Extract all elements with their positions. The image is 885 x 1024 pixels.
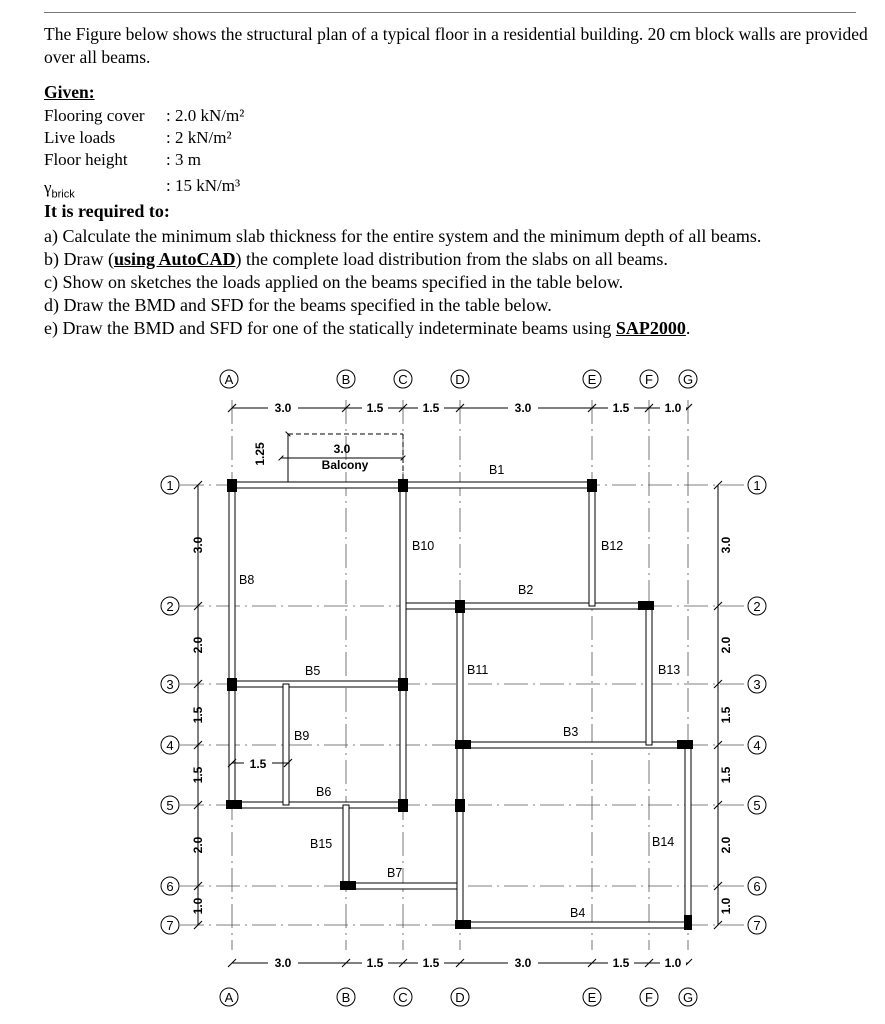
grid-label: D xyxy=(455,990,465,1005)
task-text: ) the complete load distribution from the slabs on all beams. xyxy=(235,249,668,269)
left-dim-67: 1.0 xyxy=(191,897,205,915)
beam-B13 xyxy=(646,606,652,745)
left-dim-45: 1.5 xyxy=(191,766,205,784)
grid-label: G xyxy=(682,990,694,1005)
given-label: Floor height xyxy=(44,150,128,169)
beam-B8 xyxy=(229,485,235,805)
beam-label-B10: B10 xyxy=(412,539,435,553)
left-dim-23: 2.0 xyxy=(191,636,205,654)
column xyxy=(455,600,465,613)
given-label: Flooring cover xyxy=(44,106,145,125)
beam-label-B6: B6 xyxy=(316,785,332,799)
given-value: : 3 m xyxy=(166,150,201,169)
beam-B2 xyxy=(403,603,649,609)
task-text: b) Draw ( xyxy=(44,249,114,269)
column xyxy=(227,479,237,492)
beam-B14 xyxy=(685,745,691,925)
beam-label-B5: B5 xyxy=(305,664,321,678)
beam-label-B14: B14 xyxy=(652,835,675,849)
grid-label: 4 xyxy=(753,738,761,753)
column xyxy=(455,740,471,749)
left-dim-34: 1.5 xyxy=(191,706,205,724)
column xyxy=(677,740,693,749)
column xyxy=(638,601,654,610)
column xyxy=(226,800,242,809)
beam-B11 xyxy=(457,606,463,925)
required-heading: It is required to: xyxy=(44,201,170,221)
right-dim-45: 1.5 xyxy=(719,766,733,784)
balcony-width-dim: 3.0 xyxy=(333,442,351,456)
task-text: e) Draw the BMD and SFD for one of the statically indeterminate beams using xyxy=(44,318,616,338)
bottom-dim-EF: 1.5 xyxy=(612,956,630,970)
column xyxy=(340,881,356,890)
right-dim-12: 3.0 xyxy=(719,536,733,554)
beam-label-B4: B4 xyxy=(570,906,586,920)
grid-label: 5 xyxy=(166,798,174,813)
beam-B4 xyxy=(460,922,688,928)
beam-label-B7: B7 xyxy=(387,866,403,880)
beam-B5 xyxy=(232,681,403,687)
bottom-dim-BC: 1.5 xyxy=(366,956,384,970)
given-value: : 2 kN/m² xyxy=(166,128,232,147)
beam-B7 xyxy=(346,883,460,889)
beam-label-B2: B2 xyxy=(518,583,534,597)
beam-label-B15: B15 xyxy=(310,837,333,851)
given-value: : 2.0 kN/m² xyxy=(166,106,245,125)
beam-label-B1: B1 xyxy=(489,463,505,477)
grid-label: 3 xyxy=(166,677,174,692)
beam-b-axis1-left xyxy=(232,482,403,488)
right-dim-34: 1.5 xyxy=(719,706,733,724)
grid-label: B xyxy=(341,990,351,1005)
grid-label: C xyxy=(398,990,408,1005)
task-text: d) Draw the BMD and SFD for the beams specified in the table below. xyxy=(44,295,552,315)
gamma-symbol: γ xyxy=(44,178,52,197)
grid-label: 7 xyxy=(166,918,174,933)
problem-intro: The Figure below shows the structural plan of a typical floor in a residential building. 20 cm block walls are provided over all beams. xyxy=(44,24,868,67)
task-emphasis: SAP2000 xyxy=(615,318,686,338)
top-dim-CD: 1.5 xyxy=(422,401,440,415)
top-dim-FG: 1.0 xyxy=(664,401,682,415)
beam-B15 xyxy=(343,805,349,886)
grid-label: 5 xyxy=(753,798,761,813)
beam-B6 xyxy=(232,802,403,808)
given-label: Live loads xyxy=(44,128,116,147)
task-text: c) Show on sketches the loads applied on the beams specified in the table below. xyxy=(44,272,624,292)
grid-label: E xyxy=(587,990,597,1005)
grid-label: 1 xyxy=(753,478,761,493)
balcony-label: Balcony xyxy=(321,458,369,472)
grid-label: C xyxy=(398,372,408,387)
grid-label: 4 xyxy=(166,738,174,753)
right-dim-23: 2.0 xyxy=(719,636,733,654)
column xyxy=(455,799,465,812)
beam-label-B3: B3 xyxy=(563,725,579,739)
beam-B1 xyxy=(403,482,592,488)
grid-label: E xyxy=(587,372,597,387)
left-dim-12: 3.0 xyxy=(191,536,205,554)
column xyxy=(398,479,408,492)
task-text: . xyxy=(685,318,691,338)
bottom-dim-FG: 1.0 xyxy=(664,956,682,970)
beam-label-B9: B9 xyxy=(294,729,310,743)
grid-label: A xyxy=(224,372,234,387)
grid-label: 7 xyxy=(753,918,761,933)
grid-label: D xyxy=(455,372,465,387)
column xyxy=(398,799,408,812)
beam-label-B13: B13 xyxy=(658,663,681,677)
grid-label: 6 xyxy=(166,879,174,894)
beam-label-B11: B11 xyxy=(467,663,489,677)
top-dim-AB: 3.0 xyxy=(274,401,292,415)
task-text: a) Calculate the minimum slab thickness for the entire system and the minimum depth of all beams. xyxy=(44,226,762,246)
right-dim-67: 1.0 xyxy=(719,897,733,915)
grid-label: A xyxy=(224,990,234,1005)
beam-B9 xyxy=(283,684,289,805)
inner-dim: 1.5 xyxy=(249,757,267,771)
task-emphasis: using AutoCAD xyxy=(113,249,236,269)
right-dim-56: 2.0 xyxy=(719,836,733,854)
balcony-depth-dim: 1.25 xyxy=(253,442,267,466)
grid-label: 1 xyxy=(166,478,174,493)
grid-label: 3 xyxy=(753,677,761,692)
beam-B10 xyxy=(400,485,406,805)
column xyxy=(684,915,692,930)
bottom-dim-CD: 1.5 xyxy=(422,956,440,970)
left-dim-56: 2.0 xyxy=(191,836,205,854)
bottom-dim-AB: 3.0 xyxy=(274,956,292,970)
grid-label: F xyxy=(645,372,653,387)
beam-B3 xyxy=(460,742,688,748)
column xyxy=(455,920,471,929)
column xyxy=(398,678,408,691)
grid-label: G xyxy=(682,372,694,387)
beam-label-B12: B12 xyxy=(601,539,624,553)
given-gamma-value: : 15 kN/m³ xyxy=(166,176,241,195)
given-heading: Given: xyxy=(44,82,95,102)
grid-label: 2 xyxy=(753,599,761,614)
grid-label: 2 xyxy=(166,599,174,614)
beam-label-B8: B8 xyxy=(239,573,255,587)
top-dim-DE: 3.0 xyxy=(514,401,532,415)
top-dim-BC: 1.5 xyxy=(366,401,384,415)
column xyxy=(587,479,597,492)
grid-label: B xyxy=(341,372,351,387)
column xyxy=(227,678,237,691)
beam-B12 xyxy=(589,485,595,606)
grid-label: F xyxy=(645,990,653,1005)
gamma-subscript: brick xyxy=(51,188,75,201)
bottom-dim-DE: 3.0 xyxy=(514,956,532,970)
grid-label: 6 xyxy=(753,879,761,894)
top-dim-EF: 1.5 xyxy=(612,401,630,415)
